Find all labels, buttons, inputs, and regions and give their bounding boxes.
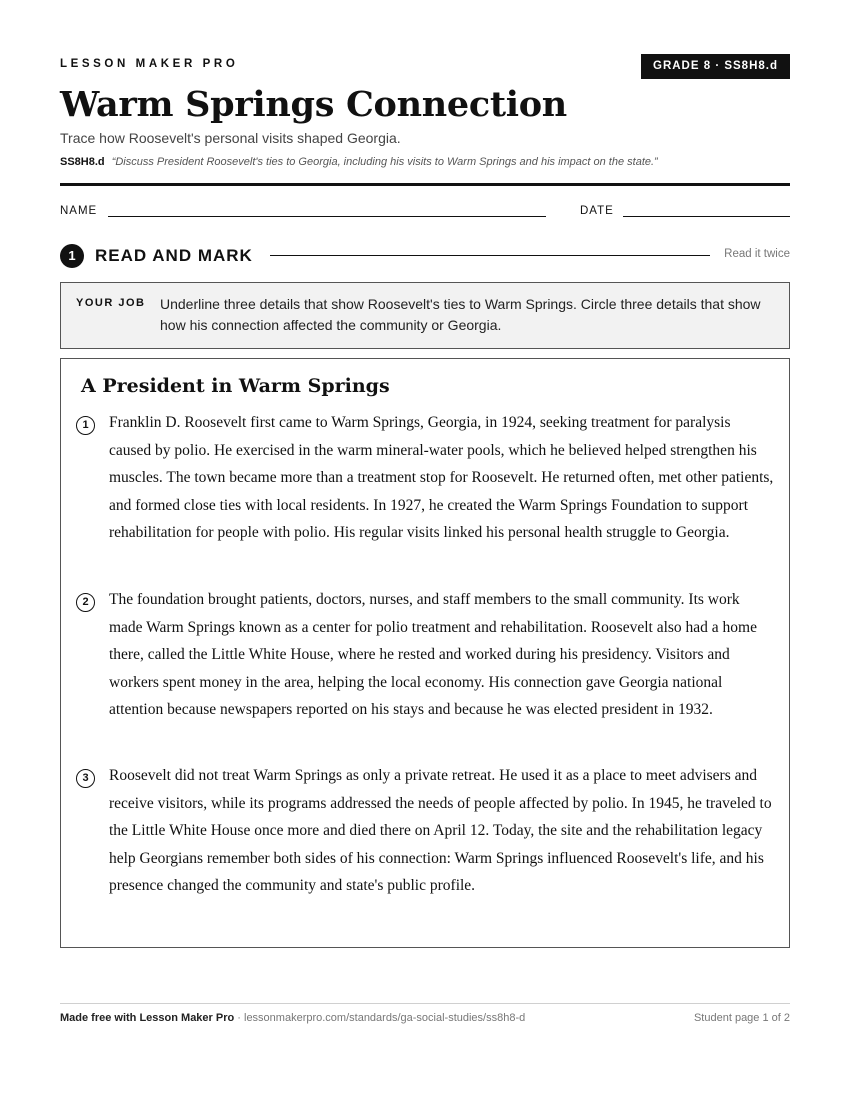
standard-line (60, 156, 658, 168)
page-subtitle: Trace how Roosevelt's personal visits shaped Georgia. (60, 130, 401, 146)
date-label: DATE (580, 205, 614, 217)
paragraph-text: Franklin D. Roosevelt first came to Warm Springs, Georgia, in 1924, seeking treatment for paralysis caused by polio. He exercised in the warm mineral-water pools, which he believed helped strengthen his muscles. The town became more than a treatment stop for Roosevelt. He returned often, met other patients, and formed close ties with local residents. In 1927, he created the Warm Springs Foundation to support rehabilitation for people with polio. His regular visits linked his personal health struggle to Georgia. (109, 414, 774, 541)
job-text: Underline three details that show Roosevelt's ties to Warm Springs. Circle three details that show how his connection affected the community or Georgia. (160, 296, 761, 333)
page-title: Warm Springs Connection (60, 84, 567, 125)
footer-made-with: Made free with Lesson Maker Pro (60, 1012, 235, 1024)
standard-text: “Discuss President Roosevelt's ties to Georgia, including his visits to Warm Springs and his impact on the state.” (111, 156, 658, 168)
section-number-badge: 1 (60, 244, 84, 268)
paragraph-number-icon: 2 (76, 593, 95, 612)
paragraph-number-icon: 3 (76, 769, 95, 788)
job-label: YOUR JOB (76, 297, 146, 309)
brand-name: LESSON MAKER PRO (60, 58, 239, 70)
reading-passage-box (60, 358, 790, 948)
section-divider (270, 255, 710, 256)
name-label: NAME (60, 205, 98, 217)
reading-title: A President in Warm Springs (81, 375, 390, 397)
worksheet-page (60, 0, 790, 1100)
paragraph-number-icon: 1 (76, 416, 95, 435)
paragraph-text: Roosevelt did not treat Warm Springs as only a private retreat. He used it as a place to meet advisers and receive visitors, while its programs addressed the needs of people affected by polio. In 1945, he traveled to the Little White House once more and died there on April 12. Today, the site and the rehabilitation legacy help Georgians remember both sides of his connection: Warm Springs influenced Roosevelt's life, and his presence changed the community and state's public profile. (109, 767, 772, 894)
paragraph-text: The foundation brought patients, doctors, nurses, and staff members to the small community. Its work made Warm Springs known as a center for polio treatment and rehabilitation. Roosevelt also had a home there, called the Little White House, where he rested and worked during his presidency. Visitors and workers spent money in the area, helping the local economy. His connection gave Georgia national attention because newspapers reported on his stays and because he was elected president in 1932. (109, 591, 757, 718)
footer-divider (60, 1003, 790, 1004)
section-title: READ AND MARK (95, 246, 253, 265)
footer-link[interactable]: · lessonmakerpro.com/standards/ga-social-studies/ss8h8-d (234, 1012, 526, 1024)
section-hint: Read it twice (724, 248, 790, 260)
job-instructions-box (60, 282, 790, 349)
standard-code: SS8H8.d (60, 156, 105, 168)
name-field[interactable] (108, 216, 546, 217)
footer-credit (60, 1012, 525, 1024)
grade-badge: GRADE 8 · SS8H8.d (641, 54, 790, 79)
header-divider (60, 183, 790, 186)
footer-page-number: Student page 1 of 2 (693, 1012, 790, 1024)
date-field[interactable] (623, 216, 790, 217)
